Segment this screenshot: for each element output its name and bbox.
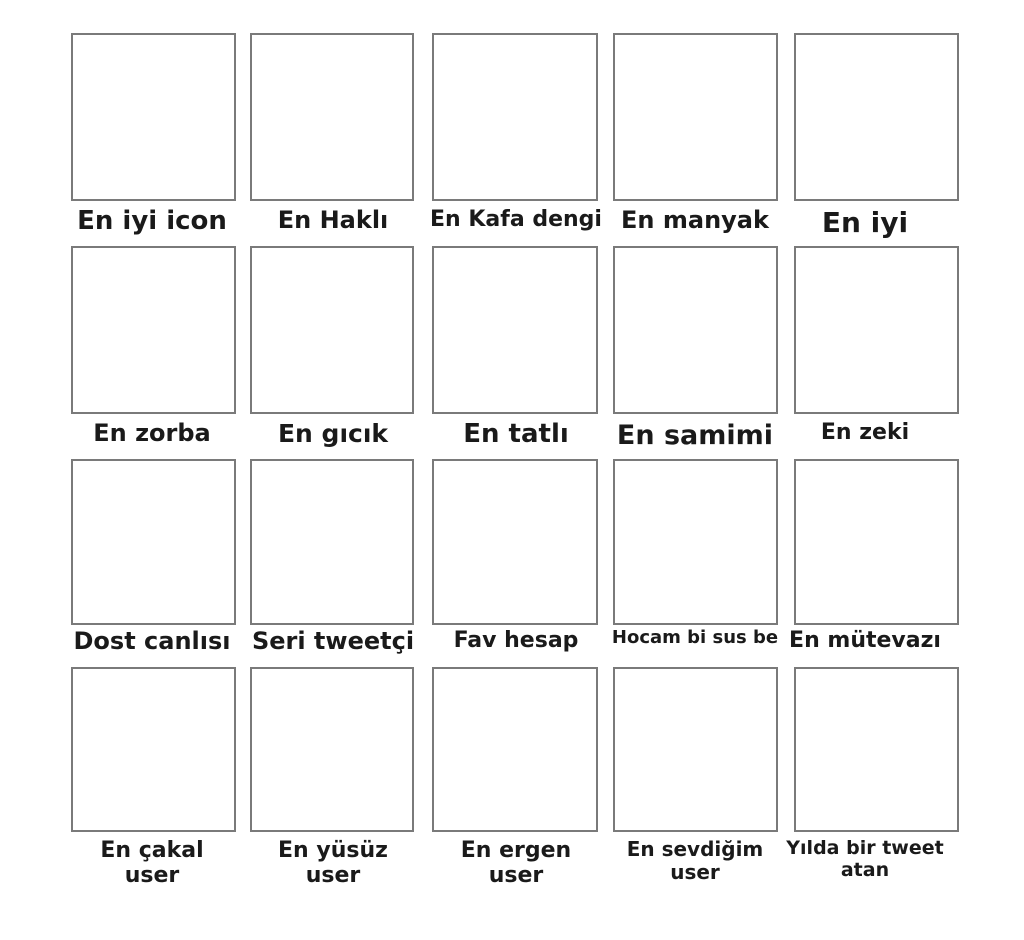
grid-cell-box <box>613 459 778 625</box>
grid-cell-label: En iyi <box>821 206 909 239</box>
grid-cell-box <box>432 33 598 201</box>
grid-cell-box <box>794 246 959 414</box>
grid-cell-label: En ergen user <box>460 838 572 889</box>
grid-cell-box <box>794 459 959 625</box>
grid-cell-label: En zorba <box>93 419 211 447</box>
grid-cell-box <box>794 33 959 201</box>
grid-cell-box <box>613 667 778 832</box>
grid-cell-box <box>71 667 236 832</box>
grid-cell-box <box>432 246 598 414</box>
grid-cell-box <box>250 246 414 414</box>
grid-cell-label: Yılda bir tweet atan <box>786 837 944 881</box>
grid-cell-box <box>250 33 414 201</box>
grid-cell-label: En samimi <box>616 420 774 451</box>
grid-cell-label: En mütevazı <box>789 628 941 653</box>
grid-cell-box <box>250 459 414 625</box>
grid-cell-box <box>794 667 959 832</box>
grid-cell-label: En Haklı <box>277 206 389 234</box>
grid-cell-box <box>613 246 778 414</box>
grid-cell-box <box>432 667 598 832</box>
grid-cell-label: Fav hesap <box>453 628 579 653</box>
grid-cell-label: En çakal user <box>100 838 204 889</box>
grid-cell-label: Seri tweetçi <box>251 627 415 655</box>
grid-cell-label: En Kafa dengi <box>430 207 602 232</box>
grid-cell-label: Dost canlısı <box>73 627 231 655</box>
grid-cell-box <box>71 246 236 414</box>
grid-cell-label: Hocam bi sus be <box>611 627 779 648</box>
grid-cell-box <box>432 459 598 625</box>
grid-cell-label: En gıcık <box>277 419 389 448</box>
grid-cell-box <box>71 459 236 625</box>
grid-cell-box <box>71 33 236 201</box>
grid-cell-label: En sevdiğim user <box>626 837 764 884</box>
grid-cell-label: En tatlı <box>463 419 569 449</box>
grid-cell-box <box>250 667 414 832</box>
grid-cell-label: En iyi icon <box>77 206 227 236</box>
grid-cell-box <box>613 33 778 201</box>
grid-cell-label: En zeki <box>820 420 910 445</box>
grid-cell-label: En manyak <box>621 206 769 234</box>
grid-cell-label: En yüsüz user <box>278 838 388 889</box>
